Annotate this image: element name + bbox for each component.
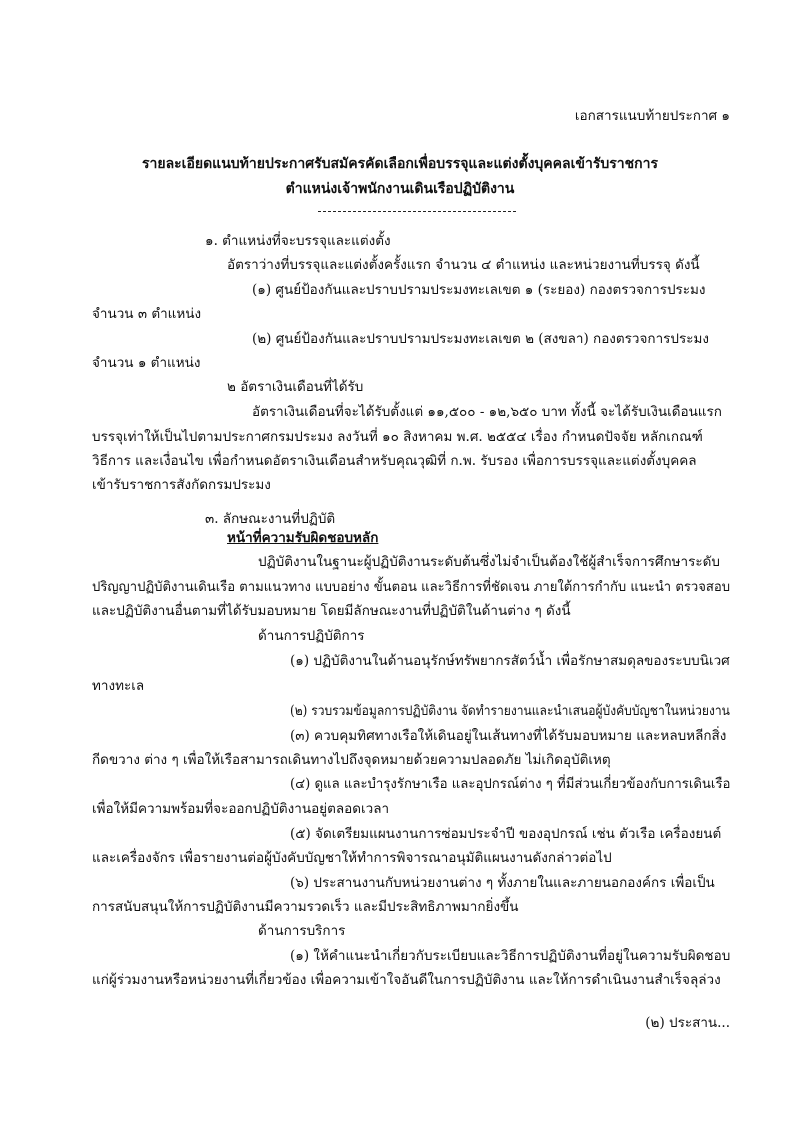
operations-item-6-line-2: การสนับสนุนให้การปฏิบัติงานมีความรวดเร็ว และมีประสิทธิภาพมากยิ่งขึ้น <box>92 899 519 915</box>
attachment-label: เอกสารแนบท้ายประกาศ ๑ <box>574 108 730 124</box>
operations-item-4-line-1: (๔) ดูแล และบำรุงรักษาเรือ และอุปกรณ์ต่าง ๆ ที่มีส่วนเกี่ยวข้องกับการเดินเรือ <box>290 776 731 792</box>
section-1-intro: อัตราว่างที่บรรจุและแต่งตั้งครั้งแรก จำนวน ๔ ตำแหน่ง และหน่วยงานที่บรรจุ ดังนี้ <box>227 257 700 273</box>
operations-item-1-line-1: (๑) ปฏิบัติงานในด้านอนุรักษ์ทรัพยากรสัตว์น้ำ เพื่อรักษาสมดุลของระบบนิเวศ <box>290 653 730 669</box>
section-2-heading: ๒ อัตราเงินเดือนที่ได้รับ <box>227 379 364 395</box>
operations-item-4-line-2: เพื่อให้มีความพร้อมที่จะออกปฏิบัติงานอยู่ตลอดเวลา <box>92 801 390 817</box>
document-title-line-2: ตำแหน่งเจ้าพนักงานเดินเรือปฏิบัติงาน <box>285 181 515 197</box>
operations-heading: ด้านการปฏิบัติการ <box>258 628 365 644</box>
operations-item-3-line-1: (๓) ควบคุมทิศทางเรือให้เดินอยู่ในเส้นทางที่ได้รับมอบหมาย และหลบหลีกสิ่ง <box>290 728 727 744</box>
section-2-line-4: เข้ารับราชการสังกัดกรมประมง <box>92 477 271 493</box>
service-heading: ด้านการบริการ <box>258 923 346 939</box>
title-separator <box>318 211 516 212</box>
continuation-marker: (๒) ประสาน... <box>645 1015 730 1031</box>
section-2-line-1: อัตราเงินเดือนที่จะได้รับตั้งแต่ ๑๑,๕๐๐ - ๑๒,๖๕๐ บาท ทั้งนี้ จะได้รับเงินเดือนแรก <box>252 404 722 420</box>
section-3-intro-line-1: ปฏิบัติงานในฐานะผู้ปฏิบัติงานระดับต้นซึ่งไม่จำเป็นต้องใช้ผู้สำเร็จการศึกษาระดับ <box>258 554 720 570</box>
operations-item-3-line-2: กีดขวาง ต่าง ๆ เพื่อให้เรือสามารถเดินทางไปถึงจุดหมายด้วยความปลอดภัย ไม่เกิดอุบัติเหตุ <box>92 752 611 768</box>
operations-item-5-line-2: และเครื่องจักร เพื่อรายงานต่อผู้บังคับบัญชาให้ทำการพิจารณาอนุมัติแผนงานดังกล่าวต่อไป <box>92 850 612 866</box>
section-1-item-1-line-1: (๑) ศูนย์ป้องกันและปราบปรามประมงทะเลเขต ๑ (ระยอง) กองตรวจการประมง <box>252 282 706 298</box>
operations-item-1-line-2: ทางทะเล <box>92 678 145 694</box>
section-1-item-2-line-1: (๒) ศูนย์ป้องกันและปราบปรามประมงทะเลเขต ๒ (สงขลา) กองตรวจการประมง <box>252 331 709 347</box>
service-item-1-line-2: แก่ผู้ร่วมงานหรือหน่วยงานที่เกี่ยวข้อง เพื่อความเข้าใจอันดีในการปฏิบัติงาน และให้การดำเนินงานสำเร็จลุล่วง <box>92 972 721 988</box>
service-item-1-line-1: (๑) ให้คำแนะนำเกี่ยวกับระเบียบและวิธีการปฏิบัติงานที่อยู่ในความรับผิดชอบ <box>290 948 731 964</box>
section-2-line-2: บรรจุเท่าให้เป็นไปตามประกาศกรมประมง ลงวันที่ ๑๐ สิงหาคม พ.ศ. ๒๕๕๔ เรื่อง กำหนดปัจจัย หลักเกณฑ์ <box>92 429 703 445</box>
operations-item-5-line-1: (๕) จัดเตรียมแผนงานการซ่อมประจำปี ของอุปกรณ์ เช่น ตัวเรือ เครื่องยนต์ <box>290 826 722 842</box>
document-title-line-1: รายละเอียดแนบท้ายประกาศรับสมัครคัดเลือกเพื่อบรรจุและแต่งตั้งบุคคลเข้ารับราชการ <box>142 156 658 172</box>
section-3-intro-line-2: ปริญญาปฏิบัติงานเดินเรือ ตามแนวทาง แบบอย่าง ขั้นตอน และวิธีการที่ชัดเจน ภายใต้การกำกับ แนะนำ ตรวจสอบ <box>92 579 731 595</box>
section-2-line-3: วิธีการ และเงื่อนไข เพื่อกำหนดอัตราเงินเดือนสำหรับคุณวุฒิที่ ก.พ. รับรอง เพื่อการบรรจุและแต่งตั้งบุคคล <box>92 453 697 469</box>
section-3-intro-line-3: และปฏิบัติงานอื่นตามที่ได้รับมอบหมาย โดยมีลักษณะงานที่ปฏิบัติในด้านต่าง ๆ ดังนี้ <box>92 603 571 619</box>
section-1-heading: ๑. ตำแหน่งที่จะบรรจุและแต่งตั้ง <box>205 233 391 249</box>
section-3-subheading: หน้าที่ความรับผิดชอบหลัก <box>227 530 379 546</box>
section-3-heading: ๓. ลักษณะงานที่ปฏิบัติ <box>205 511 336 527</box>
section-1-item-1-line-2: จำนวน ๓ ตำแหน่ง <box>92 306 202 322</box>
operations-item-2-line-1: (๒) รวบรวมข้อมูลการปฏิบัติงาน จัดทำรายงานและนำเสนอผู้บังคับบัญชาในหน่วยงาน <box>290 703 730 719</box>
section-1-item-2-line-2: จำนวน ๑ ตำแหน่ง <box>92 355 201 371</box>
operations-item-6-line-1: (๖) ประสานงานกับหน่วยงานต่าง ๆ ทั้งภายในและภายนอกองค์กร เพื่อเป็น <box>290 875 715 891</box>
